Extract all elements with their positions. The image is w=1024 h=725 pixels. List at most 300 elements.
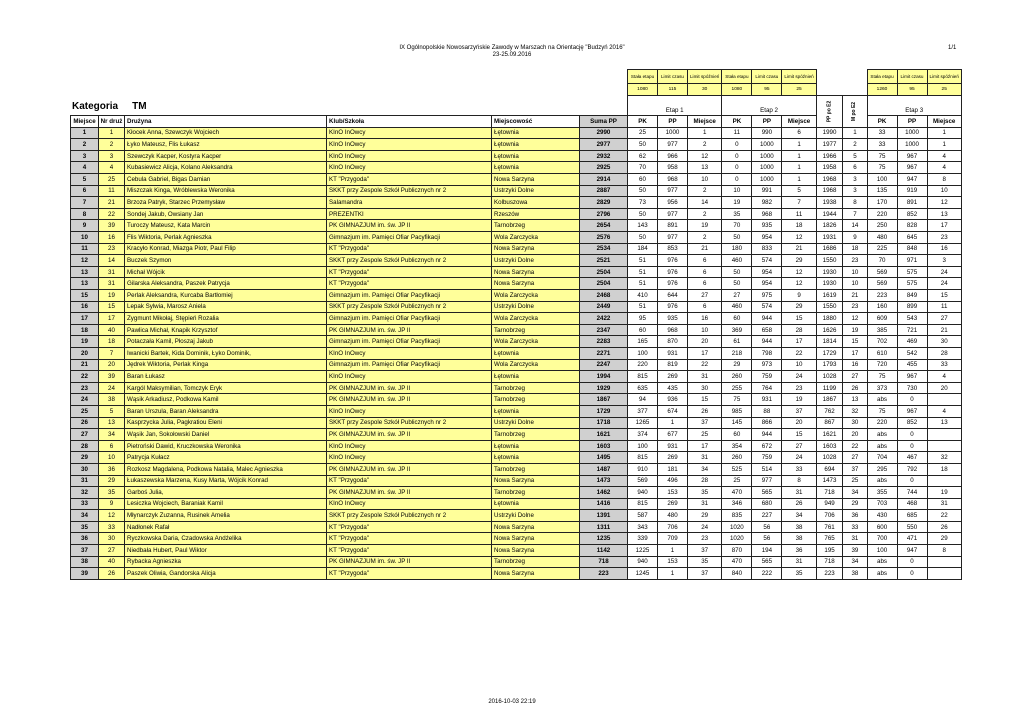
cell-sum: 2504 xyxy=(580,278,628,290)
cell-s1-place: 37 xyxy=(688,545,722,557)
cell-team-no: 7 xyxy=(99,347,125,359)
cell-place: 16 xyxy=(71,301,99,313)
cell-club: PK GIMNAZJUM im. św. JP II xyxy=(327,394,492,406)
print-timestamp: 2016-10-03 22:19 xyxy=(488,699,536,705)
cell-s2-pk: 10 xyxy=(722,185,752,197)
cell-s3-pp: 971 xyxy=(897,255,927,267)
col-team: Drużyna xyxy=(125,116,327,128)
cell-s2-pk: 470 xyxy=(722,487,752,499)
stage3-param-value: 95 xyxy=(897,84,927,96)
cell-place: 8 xyxy=(71,208,99,220)
cell-team: Patrycja Kułacz xyxy=(125,452,327,464)
cell-m-after-e2: 16 xyxy=(843,359,867,371)
cell-team-no: 18 xyxy=(99,336,125,348)
cell-pp-after-e2: 765 xyxy=(816,533,843,545)
cell-s2-place: 23 xyxy=(782,382,816,394)
cell-team-no: 38 xyxy=(99,394,125,406)
cell-s2-pk: 60 xyxy=(722,429,752,441)
cell-m-after-e2: 34 xyxy=(843,487,867,499)
cell-pp-after-e2: 762 xyxy=(816,405,843,417)
cell-s3-pk: 75 xyxy=(867,150,897,162)
cell-pp-after-e2: 694 xyxy=(816,463,843,475)
cell-s3-place: 19 xyxy=(927,487,961,499)
cell-s2-place: 11 xyxy=(782,208,816,220)
cell-place: 11 xyxy=(71,243,99,255)
cell-place: 5 xyxy=(71,174,99,186)
cell-pp-after-e2: 1550 xyxy=(816,255,843,267)
cell-s1-place: 30 xyxy=(688,382,722,394)
cell-pp-after-e2: 1729 xyxy=(816,347,843,359)
table-row xyxy=(71,475,962,487)
cell-s1-pp: 153 xyxy=(658,487,688,499)
cell-pp-after-e2: 1867 xyxy=(816,394,843,406)
cell-club: KT "Przygoda" xyxy=(327,521,492,533)
cell-s1-pk: 339 xyxy=(628,533,658,545)
cell-s1-place: 34 xyxy=(688,463,722,475)
cell-s2-place: 24 xyxy=(782,452,816,464)
cell-city: Wola Zarczycka xyxy=(492,290,580,302)
cell-s3-pp: 0 xyxy=(897,568,927,580)
cell-club: PREZENTKI xyxy=(327,208,492,220)
cell-s3-pk: abs xyxy=(867,394,897,406)
cell-s2-pk: 61 xyxy=(722,336,752,348)
cell-s1-pk: 377 xyxy=(628,405,658,417)
cell-team-no: 6 xyxy=(99,440,125,452)
cell-city: Tarnobrzeg xyxy=(492,487,580,499)
cell-s1-pp: 958 xyxy=(658,162,688,174)
table-row xyxy=(71,301,962,313)
cell-s2-pk: 840 xyxy=(722,568,752,580)
cell-m-after-e2: 8 xyxy=(843,197,867,209)
cell-m-after-e2: 27 xyxy=(843,371,867,383)
cell-m-after-e2: 32 xyxy=(843,405,867,417)
cell-s3-pk: 703 xyxy=(867,498,897,510)
cell-sum: 1391 xyxy=(580,510,628,522)
cell-s1-place: 17 xyxy=(688,440,722,452)
cell-s2-place: 24 xyxy=(782,371,816,383)
cell-place: 36 xyxy=(71,533,99,545)
cell-s3-pp: 543 xyxy=(897,313,927,325)
cell-team: Baran Łukasz xyxy=(125,371,327,383)
cell-club: KInO InOwcy xyxy=(327,150,492,162)
stage3-param-value: 25 xyxy=(927,84,961,96)
col-s1-pk: PK xyxy=(628,116,658,128)
cell-m-after-e2: 23 xyxy=(843,301,867,313)
cell-s1-place: 10 xyxy=(688,174,722,186)
cell-s1-pp: 480 xyxy=(658,510,688,522)
stage1-param-label: Limit spóźnień xyxy=(688,70,722,84)
cell-s3-pk: 373 xyxy=(867,382,897,394)
cell-club: Gimnazjum im. Pamięci Ofiar Pacyfikacji xyxy=(327,232,492,244)
cell-s3-pp: 744 xyxy=(897,487,927,499)
cell-s2-pk: 0 xyxy=(722,150,752,162)
cell-sum: 2796 xyxy=(580,208,628,220)
cell-m-after-e2: 5 xyxy=(843,150,867,162)
cell-city: Łętownia xyxy=(492,452,580,464)
cell-sum: 2887 xyxy=(580,185,628,197)
cell-s3-place: 27 xyxy=(927,313,961,325)
cell-team: Gilarska Aleksandra, Paszek Patrycja xyxy=(125,278,327,290)
cell-s3-pk: 70 xyxy=(867,255,897,267)
cell-s3-pk: 430 xyxy=(867,510,897,522)
cell-s1-pk: 343 xyxy=(628,521,658,533)
cell-s2-pp: 977 xyxy=(752,475,782,487)
cell-s1-pp: 1000 xyxy=(658,127,688,139)
cell-team-no: 2 xyxy=(99,139,125,151)
cell-s1-pp: 269 xyxy=(658,498,688,510)
col-s1-pp: PP xyxy=(658,116,688,128)
cell-team-no: 3 xyxy=(99,150,125,162)
cell-pp-after-e2: 1686 xyxy=(816,243,843,255)
cell-s3-pk: 75 xyxy=(867,371,897,383)
cell-pp-after-e2: 1931 xyxy=(816,232,843,244)
cell-s2-pk: 255 xyxy=(722,382,752,394)
cell-team: Zygmunt Mikołaj, Stępień Rozalia xyxy=(125,313,327,325)
cell-pp-after-e2: 1968 xyxy=(816,185,843,197)
cell-sum: 718 xyxy=(580,556,628,568)
cell-s1-pk: 50 xyxy=(628,185,658,197)
cell-sum: 2932 xyxy=(580,150,628,162)
cell-team-no: 39 xyxy=(99,371,125,383)
cell-s2-pk: 75 xyxy=(722,394,752,406)
cell-s2-pk: 870 xyxy=(722,545,752,557)
cell-s2-pp: 833 xyxy=(752,243,782,255)
cell-s1-pk: 50 xyxy=(628,232,658,244)
cell-s2-place: 19 xyxy=(782,394,816,406)
cell-s3-place: 22 xyxy=(927,510,961,522)
cell-s3-pk: 700 xyxy=(867,533,897,545)
cell-team: Kargól Maksymilian, Tomczyk Eryk xyxy=(125,382,327,394)
cell-s3-pk: 609 xyxy=(867,313,897,325)
cell-city: Rzeszów xyxy=(492,208,580,220)
cell-sum: 1462 xyxy=(580,487,628,499)
cell-s1-place: 24 xyxy=(688,521,722,533)
cell-place: 2 xyxy=(71,139,99,151)
cell-club: SKKT przy Zespole Szkół Publicznych nr 2 xyxy=(327,510,492,522)
category-heading xyxy=(72,101,147,112)
cell-s1-pp: 496 xyxy=(658,475,688,487)
cell-team-no: 22 xyxy=(99,208,125,220)
cell-s3-place: 30 xyxy=(927,336,961,348)
cell-s2-pk: 0 xyxy=(722,139,752,151)
cell-place: 26 xyxy=(71,417,99,429)
cell-s1-pk: 1265 xyxy=(628,417,658,429)
cell-m-after-e2: 19 xyxy=(843,324,867,336)
table-row xyxy=(71,405,962,417)
cell-s1-pk: 815 xyxy=(628,498,658,510)
cell-s1-place: 28 xyxy=(688,475,722,487)
table-row xyxy=(71,197,962,209)
cell-s1-place: 31 xyxy=(688,371,722,383)
cell-pp-after-e2: 1977 xyxy=(816,139,843,151)
cell-s3-pp: 0 xyxy=(897,394,927,406)
cell-s1-pp: 677 xyxy=(658,429,688,441)
cell-s3-place: 8 xyxy=(927,545,961,557)
cell-s1-pp: 269 xyxy=(658,371,688,383)
cell-s3-pp: 467 xyxy=(897,452,927,464)
cell-s2-pp: 1000 xyxy=(752,162,782,174)
cell-s1-pp: 935 xyxy=(658,313,688,325)
cell-pp-after-e2: 1550 xyxy=(816,301,843,313)
cell-s3-pp: 792 xyxy=(897,463,927,475)
cell-team: Kubasiewicz Alicja, Kolano Aleksandra xyxy=(125,162,327,174)
cell-s2-pp: 565 xyxy=(752,487,782,499)
cell-s1-pp: 1 xyxy=(658,568,688,580)
event-dates: 23-25.09.2016 xyxy=(492,52,532,58)
cell-club: KInO InOwcy xyxy=(327,440,492,452)
table-row xyxy=(71,463,962,475)
cell-pp-after-e2: 1028 xyxy=(816,371,843,383)
results-rows xyxy=(71,127,962,579)
stage3-header: Etap 3 xyxy=(867,95,961,116)
cell-s3-pp: 947 xyxy=(897,545,927,557)
cell-sum: 1994 xyxy=(580,371,628,383)
cell-sum: 1473 xyxy=(580,475,628,487)
cell-club: KT "Przygoda" xyxy=(327,545,492,557)
cell-s3-place: 20 xyxy=(927,382,961,394)
cell-s2-pk: 19 xyxy=(722,197,752,209)
table-row xyxy=(71,324,962,336)
m-after-e2-header: M po E2 xyxy=(843,95,867,127)
table-row xyxy=(71,185,962,197)
cell-club: Gimnazjum im. Pamięci Ofiar Pacyfikacji xyxy=(327,290,492,302)
cell-s2-place: 21 xyxy=(782,243,816,255)
stage2-param-label: Limit czasu xyxy=(752,70,782,84)
cell-place: 38 xyxy=(71,556,99,568)
cell-s3-pp: 575 xyxy=(897,278,927,290)
cell-m-after-e2: 22 xyxy=(843,440,867,452)
cell-s3-pp: 575 xyxy=(897,266,927,278)
cell-s2-pp: 982 xyxy=(752,197,782,209)
col-s2-place: Miejsce xyxy=(782,116,816,128)
cell-place: 24 xyxy=(71,394,99,406)
cell-s3-pk: 220 xyxy=(867,208,897,220)
cell-s2-pp: 565 xyxy=(752,556,782,568)
table-row xyxy=(71,568,962,580)
cell-s1-place: 37 xyxy=(688,568,722,580)
cell-s3-place: 4 xyxy=(927,405,961,417)
cell-s3-place: 24 xyxy=(927,278,961,290)
stage1-header: Etap 1 xyxy=(628,95,722,116)
cell-s1-place: 19 xyxy=(688,220,722,232)
table-row xyxy=(71,382,962,394)
cell-s1-place: 10 xyxy=(688,324,722,336)
cell-s2-pp: 944 xyxy=(752,313,782,325)
cell-sum: 1142 xyxy=(580,545,628,557)
cell-sum: 2283 xyxy=(580,336,628,348)
cell-s1-pk: 815 xyxy=(628,452,658,464)
cell-team: Baran Urszula, Baran Aleksandra xyxy=(125,405,327,417)
cell-team: Buczek Szymon xyxy=(125,255,327,267)
cell-s1-place: 2 xyxy=(688,232,722,244)
cell-club: PK GIMNAZJUM im. św. JP II xyxy=(327,463,492,475)
table-row xyxy=(71,139,962,151)
cell-s1-pk: 940 xyxy=(628,487,658,499)
cell-s3-pp: 967 xyxy=(897,371,927,383)
cell-sum: 2347 xyxy=(580,324,628,336)
cell-club: PK GIMNAZJUM im. św. JP II xyxy=(327,382,492,394)
cell-s3-pp: 455 xyxy=(897,359,927,371)
cell-pp-after-e2: 1473 xyxy=(816,475,843,487)
cell-s1-pk: 60 xyxy=(628,174,658,186)
cell-m-after-e2: 29 xyxy=(843,498,867,510)
cell-s2-pk: 0 xyxy=(722,162,752,174)
cell-team: Miszczak Kinga, Wróblewska Weronika xyxy=(125,185,327,197)
cell-s2-pp: 764 xyxy=(752,382,782,394)
stage-param-values-row xyxy=(71,84,962,96)
cell-s2-pk: 50 xyxy=(722,266,752,278)
cell-pp-after-e2: 1944 xyxy=(816,208,843,220)
cell-pp-after-e2: 1199 xyxy=(816,382,843,394)
cell-m-after-e2: 18 xyxy=(843,243,867,255)
cell-s3-place: 13 xyxy=(927,208,961,220)
cell-s3-pp: 550 xyxy=(897,521,927,533)
cell-pp-after-e2: 1958 xyxy=(816,162,843,174)
cell-place: 7 xyxy=(71,197,99,209)
cell-s1-pk: 100 xyxy=(628,440,658,452)
cell-s1-pp: 968 xyxy=(658,324,688,336)
cell-s3-place: 17 xyxy=(927,220,961,232)
cell-s2-pp: 658 xyxy=(752,324,782,336)
cell-club: KInO InOwcy xyxy=(327,452,492,464)
cell-s3-place xyxy=(927,429,961,441)
cell-s2-pk: 346 xyxy=(722,498,752,510)
cell-place: 13 xyxy=(71,266,99,278)
cell-city: Łętownia xyxy=(492,347,580,359)
cell-s1-place: 23 xyxy=(688,533,722,545)
cell-s1-place: 15 xyxy=(688,394,722,406)
col-s3-pp: PP xyxy=(897,116,927,128)
cell-m-after-e2: 30 xyxy=(843,417,867,429)
cell-s3-pk: 480 xyxy=(867,232,897,244)
cell-s3-pp: 0 xyxy=(897,556,927,568)
cell-sum: 223 xyxy=(580,568,628,580)
cell-place: 9 xyxy=(71,220,99,232)
cell-s1-pp: 819 xyxy=(658,359,688,371)
cell-s1-pp: 181 xyxy=(658,463,688,475)
cell-s1-pk: 410 xyxy=(628,290,658,302)
cell-s3-place: 4 xyxy=(927,371,961,383)
stage-param-labels-row xyxy=(71,70,962,84)
cell-s1-pk: 95 xyxy=(628,313,658,325)
cell-s1-place: 37 xyxy=(688,417,722,429)
table-row xyxy=(71,220,962,232)
page-number: 1/1 xyxy=(948,45,957,51)
cell-m-after-e2: 10 xyxy=(843,278,867,290)
cell-s2-place: 5 xyxy=(782,185,816,197)
cell-s3-pk: 75 xyxy=(867,405,897,417)
cell-club: KT "Przygoda" xyxy=(327,533,492,545)
cell-team-no: 34 xyxy=(99,429,125,441)
cell-s3-place: 29 xyxy=(927,533,961,545)
cell-team-no: 27 xyxy=(99,545,125,557)
cell-s2-place: 34 xyxy=(782,510,816,522)
cell-s3-pk: 610 xyxy=(867,347,897,359)
cell-sum: 2925 xyxy=(580,162,628,174)
cell-team: Niedbała Hubert, Paul Wiktor xyxy=(125,545,327,557)
col-s3-pk: PK xyxy=(867,116,897,128)
cell-s3-place: 18 xyxy=(927,463,961,475)
cell-team-no: 11 xyxy=(99,185,125,197)
cell-s3-place: 24 xyxy=(927,266,961,278)
cell-m-after-e2: 23 xyxy=(843,255,867,267)
cell-city: Wola Zarczycka xyxy=(492,313,580,325)
cell-city: Łętownia xyxy=(492,150,580,162)
cell-s2-place: 1 xyxy=(782,139,816,151)
cell-s2-pp: 944 xyxy=(752,336,782,348)
cell-city: Kolbuszowa xyxy=(492,197,580,209)
cell-team-no: 16 xyxy=(99,232,125,244)
cell-club: KInO InOwcy xyxy=(327,405,492,417)
cell-team: Perlak Aleksandra, Kurcaba Bartłomiej xyxy=(125,290,327,302)
cell-s2-pp: 954 xyxy=(752,232,782,244)
cell-place: 35 xyxy=(71,521,99,533)
cell-s3-place: 11 xyxy=(927,301,961,313)
cell-m-after-e2: 27 xyxy=(843,452,867,464)
cell-sum: 1495 xyxy=(580,452,628,464)
cell-s1-pk: 50 xyxy=(628,139,658,151)
cell-s2-place: 6 xyxy=(782,127,816,139)
cell-city: Nowa Sarzyna xyxy=(492,266,580,278)
cell-s2-pk: 470 xyxy=(722,556,752,568)
cell-s2-pk: 1020 xyxy=(722,533,752,545)
cell-s2-pk: 835 xyxy=(722,510,752,522)
cell-s1-pp: 976 xyxy=(658,301,688,313)
cell-place: 39 xyxy=(71,568,99,580)
cell-city: Łętownia xyxy=(492,139,580,151)
cell-m-after-e2: 3 xyxy=(843,185,867,197)
cell-city: Łętownia xyxy=(492,498,580,510)
table-row xyxy=(71,347,962,359)
cell-s2-pp: 1000 xyxy=(752,174,782,186)
cell-city: Łętownia xyxy=(492,127,580,139)
cell-place: 31 xyxy=(71,475,99,487)
table-row xyxy=(71,545,962,557)
cell-s2-place: 31 xyxy=(782,556,816,568)
table-row xyxy=(71,359,962,371)
cell-s2-pp: 968 xyxy=(752,208,782,220)
table-row xyxy=(71,371,962,383)
cell-s2-pp: 574 xyxy=(752,255,782,267)
cell-s3-pk: 33 xyxy=(867,139,897,151)
stage1-param-value: 115 xyxy=(658,84,688,96)
cell-s3-pp: 967 xyxy=(897,162,927,174)
cell-club: PK GIMNAZJUM im. św. JP II xyxy=(327,556,492,568)
cell-place: 12 xyxy=(71,255,99,267)
cell-s2-pk: 11 xyxy=(722,127,752,139)
cell-pp-after-e2: 949 xyxy=(816,498,843,510)
cell-m-after-e2: 36 xyxy=(843,510,867,522)
cell-team: Kracyło Konrad, Miazga Piotr, Paul Filip xyxy=(125,243,327,255)
cell-s3-pk: 100 xyxy=(867,174,897,186)
cell-s2-pk: 354 xyxy=(722,440,752,452)
cell-s1-pp: 674 xyxy=(658,405,688,417)
cell-club: KT "Przygoda" xyxy=(327,174,492,186)
cell-s2-place: 10 xyxy=(782,359,816,371)
stage2-param-value: 95 xyxy=(752,84,782,96)
cell-s1-place: 2 xyxy=(688,185,722,197)
cell-city: Łętownia xyxy=(492,405,580,417)
cell-s1-pp: 956 xyxy=(658,197,688,209)
table-row xyxy=(71,533,962,545)
cell-s2-place: 18 xyxy=(782,220,816,232)
cell-s3-place: 3 xyxy=(927,255,961,267)
cell-pp-after-e2: 1930 xyxy=(816,266,843,278)
cell-s3-pp: 469 xyxy=(897,336,927,348)
col-sum: Suma PP xyxy=(580,116,628,128)
cell-city: Tarnobrzeg xyxy=(492,463,580,475)
cell-club: Gimnazjum im. Pamięci Ofiar Pacyfikacji xyxy=(327,336,492,348)
